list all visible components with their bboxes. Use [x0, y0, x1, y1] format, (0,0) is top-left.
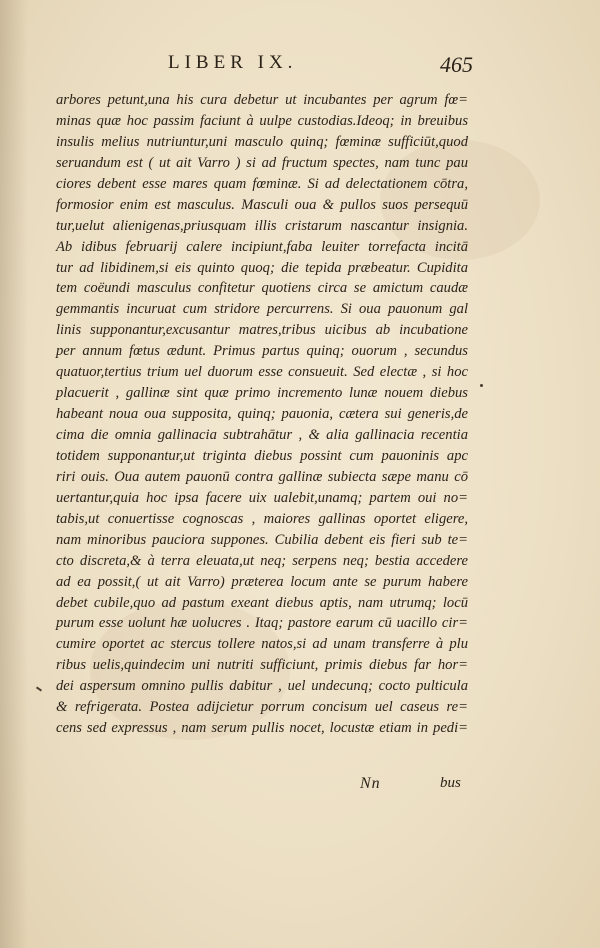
- text-line: cens sed expressus , nam serum pullis nocet, locustæ etiam in pedi=: [56, 720, 468, 737]
- text-line: cto discreta,& à terra eleuata,ut neq; serpens neq; bestia accedere: [56, 552, 468, 569]
- text-line: linis supponantur,excusantur matres,tribus uicibus ab incubatione: [56, 322, 468, 339]
- text-line: seruandum est ( ut ait Varro ) si ad fructum spectes, nam tunc pau: [56, 154, 468, 171]
- text-line: ad ea possit,( ut ait Varro) præterea locum ante se purum habere: [56, 573, 468, 590]
- text-line: insulis melius nutriuntur,uni masculo quinq; fœminæ sufficiūt,quod: [56, 133, 468, 150]
- running-head: LIBER IX.: [168, 52, 298, 73]
- text-line: cumire oportet ac stercus tollere natos,si ad unam transferre à plu: [56, 636, 468, 653]
- text-line: uertantur,quia hoc ipsa facere uix ualebit,unamq; partem oui no=: [56, 489, 468, 506]
- text-line: tur ad libidinem,si eis quinto quoq; die tepida præbeatur. Cupidita: [56, 259, 468, 276]
- text-line: Ab idibus februarij calere incipiunt,faba leuiter torrefacta incitā: [56, 238, 468, 255]
- text-line: nam minoribus pauciora suppones. Cubilia debent eis fieri sub te=: [56, 531, 468, 548]
- catchword: bus: [440, 775, 461, 791]
- text-line: arbores petunt,una his cura debetur ut incubantes per agrum fœ=: [56, 92, 468, 108]
- text-line: riri ouis. Oua autem pauonū contra gallinæ subiecta sæpe manu cō: [56, 468, 468, 485]
- text-line: quatuor,tertius trium uel duorum esse consueuit. Sed electæ , si hoc: [56, 364, 468, 381]
- text-line: tem coëundi masculus confitetur quotiens circa se amictum caudæ: [56, 280, 468, 297]
- text-line: formosior enim est masculus. Masculi oua & pullos suos persequū: [56, 196, 468, 213]
- text-line: habeant noua oua supposita, quinq; pauonia, cætera sui generis,de: [56, 406, 468, 423]
- text-line: ciores debent esse mares quam fœminæ. Si ad delectationem cōtra,: [56, 175, 468, 192]
- text-line: per annum fœtus ædunt. Primus partus quinq; ouorum , secundus: [56, 343, 468, 360]
- text-line: debet cubile,quo ad pastum exeant diebus aptis, nam utrumq; locū: [56, 594, 468, 611]
- text-line: gemmantis incuruat cum stridore percurrens. Si oua pauonum gal: [56, 301, 468, 318]
- page-number: 465: [440, 52, 473, 77]
- text-line: placuerit , gallinæ sint quæ primo incremento lunæ nouem diebus: [56, 385, 468, 402]
- gutter-shadow: [0, 0, 28, 948]
- page-footer: [0, 775, 600, 797]
- text-line: minas quæ hoc passim faciunt à uulpe custodias.Ideoq; in breuibus: [56, 112, 468, 129]
- text-line: totidem supponantur,ut triginta diebus possint cum pauoninis apc: [56, 447, 468, 464]
- margin-mark: [480, 384, 483, 387]
- text-line: dei aspersum omnino pullis dabitur , uel undecunq; cocto pulticula: [56, 678, 468, 695]
- text-line: & refrigerata. Postea adijcietur porrum concisum uel caseus re=: [56, 699, 468, 716]
- text-line: purum esse uolunt hæ uolucres . Itaq; pastore earum cū uacillo cir=: [56, 615, 468, 632]
- signature-mark: Nn: [360, 775, 381, 792]
- text-line: cima die omnia gallinacia subtrahātur , & alia gallinacia recentia: [56, 427, 468, 443]
- page-header: [0, 52, 600, 78]
- text-line: ribus uelis,quindecim uni nutriti sufficiunt, primis diebus far hor=: [56, 657, 468, 674]
- body-text: [56, 90, 468, 739]
- text-line: tur,uelut alienigenas,priusquam illis cristarum nascantur insignia.: [56, 217, 468, 234]
- margin-mark: [36, 686, 42, 691]
- text-line: tabis,ut conuertisse cognoscas , maiores gallinas oportet eligere,: [56, 510, 468, 527]
